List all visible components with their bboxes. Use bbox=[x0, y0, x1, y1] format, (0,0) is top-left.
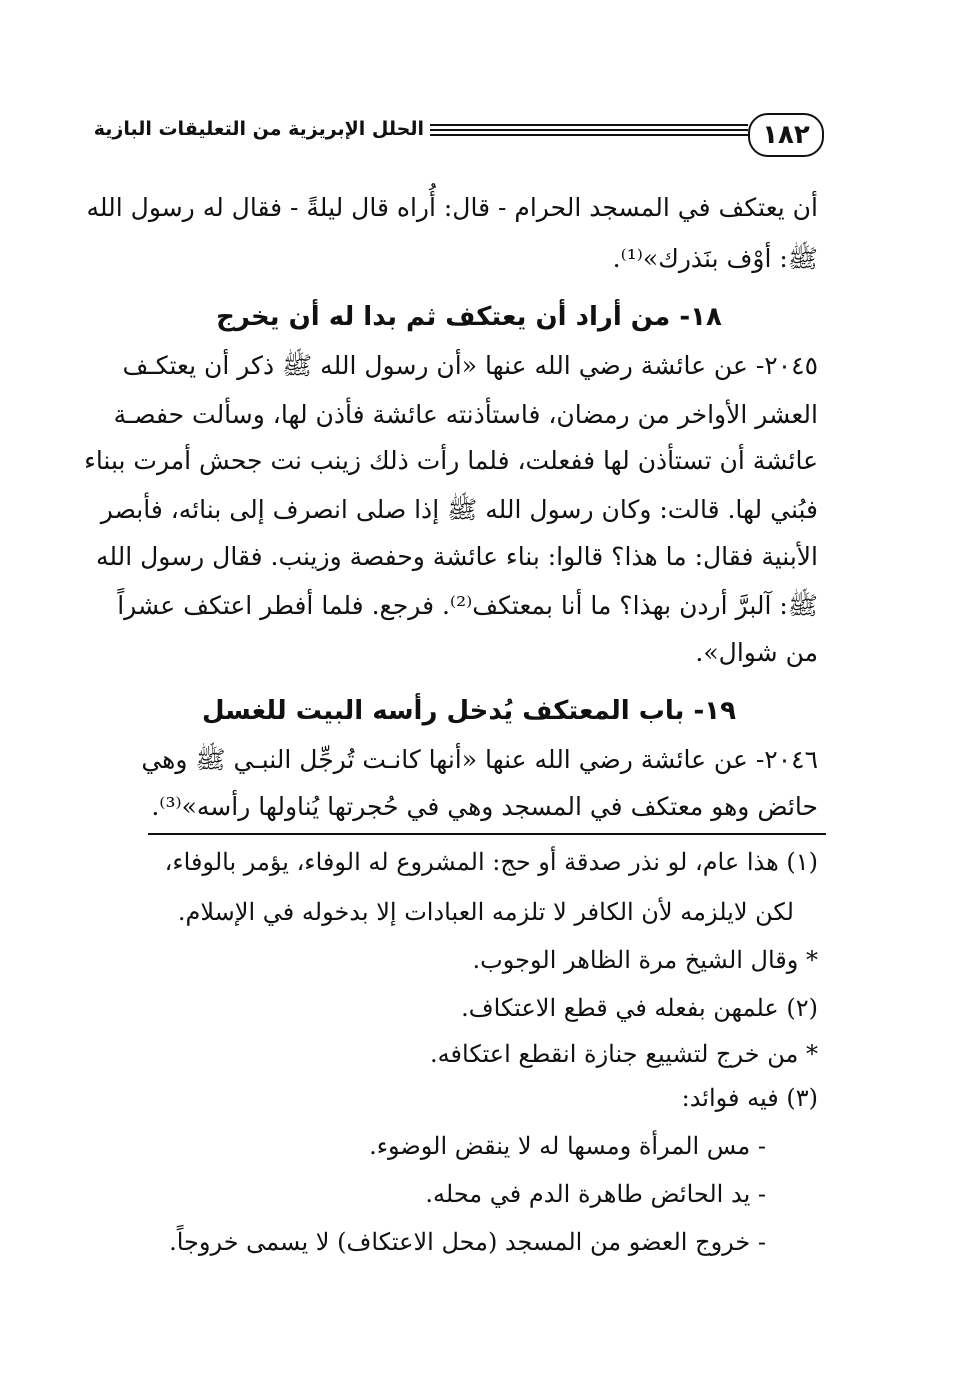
footnote-line: - يد الحائض طاهرة الدم في محله. bbox=[425, 1180, 766, 1208]
footnote-line: * من خرج لتشييع جنازة انقطع اعتكافه. bbox=[430, 1040, 818, 1068]
footnote-line: * وقال الشيخ مرة الظاهر الوجوب. bbox=[472, 946, 818, 974]
footnote-line: - مس المرأة ومسها له لا ينقض الوضوء. bbox=[369, 1132, 766, 1160]
paragraph-line: من شوال». bbox=[695, 638, 818, 667]
intro-line: ﷺ: أوْف بنَذرك»⁽¹⁾. bbox=[612, 244, 818, 273]
paragraph-line: حائض وهو معتكف في المسجد وهي في حُجرتها يُناولها رأسه»⁽³⁾. bbox=[151, 792, 818, 821]
page-number: ١٨٢ bbox=[748, 113, 824, 157]
paragraph-line: عائشة أن تستأذن لها ففعلت، فلما رأت ذلك زينب نت جحش أمرت ببناء bbox=[84, 446, 818, 475]
paragraph-line: ٢٠٤٥- عن عائشة رضي الله عنها «أن رسول الله ﷺ ذكر أن يعتكـف bbox=[122, 351, 818, 380]
section-heading: ١٩- باب المعتكف يُدخل رأسه البيت للغسل bbox=[201, 696, 737, 726]
intro-line: أن يعتكف في المسجد الحرام - قال: أُراه قال ليلةً - فقال له رسول الله bbox=[86, 193, 818, 222]
header-rule bbox=[430, 124, 748, 138]
footnote-line: لكن لايلزمه لأن الكافر لا تلزمه العبادات إلا بدخوله في الإسلام. bbox=[177, 898, 794, 926]
footnote-line: (٣) فيه فوائد: bbox=[681, 1084, 818, 1112]
book-title: الحلل الإبريزية من التعليقات البازية bbox=[93, 118, 424, 140]
paragraph-line: ٢٠٤٦- عن عائشة رضي الله عنها «أنها كانـت تُرجِّل النبـي ﷺ وهي bbox=[141, 745, 818, 774]
paragraph-line: ﷺ: آلبرَّ أردن بهذا؟ ما أنا بمعتكف⁽²⁾. فرجع. فلما أفطر اعتكف عشراً bbox=[117, 591, 818, 620]
footnote-line: (١) هذا عام، لو نذر صدقة أو حج: المشروع له الوفاء، يؤمر بالوفاء، bbox=[164, 848, 818, 876]
section-heading: ١٨- من أراد أن يعتكف ثم بدا له أن يخرج bbox=[216, 302, 722, 332]
paragraph-line: فبُني لها. قالت: وكان رسول الله ﷺ إذا صلى انصرف إلى بنائه، فأبصر bbox=[100, 495, 818, 524]
footnote-separator bbox=[148, 833, 826, 835]
footnote-line: (٢) علمهن بفعله في قطع الاعتكاف. bbox=[461, 994, 818, 1022]
paragraph-line: الأبنية فقال: ما هذا؟ قالوا: بناء عائشة وحفصة وزينب. فقال رسول الله bbox=[95, 542, 818, 571]
paragraph-line: العشر الأواخر من رمضان، فاستأذنته عائشة فأذن لها، وسألت حفصـة bbox=[113, 400, 818, 429]
footnote-line: - خروج العضو من المسجد (محل الاعتكاف) لا يسمى خروجاً. bbox=[169, 1228, 766, 1256]
